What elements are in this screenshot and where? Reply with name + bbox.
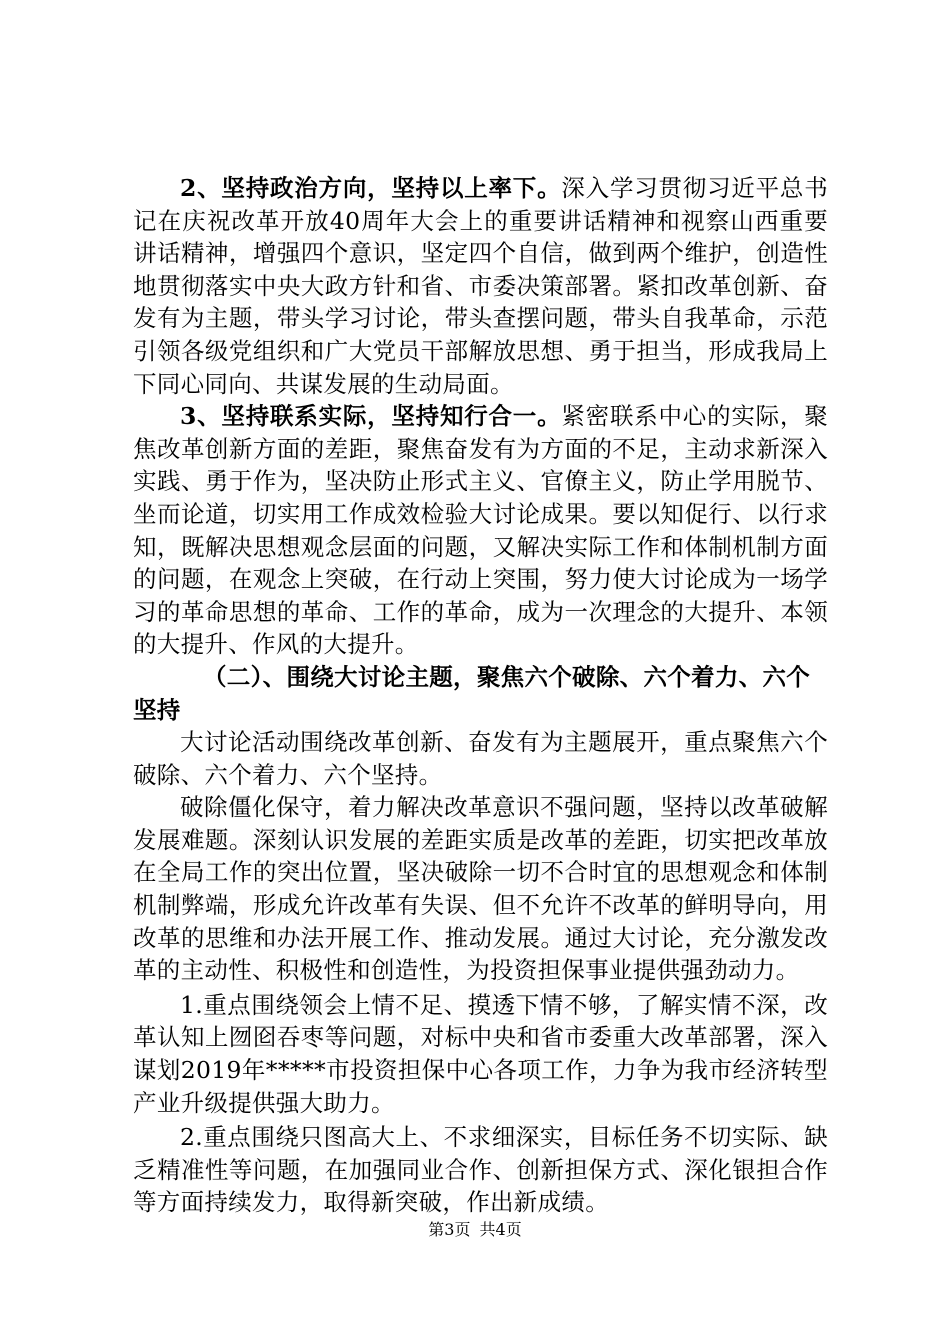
section-heading: （二）、围绕大讨论主题，聚焦六个破除、六个着力、六个坚持	[133, 662, 811, 724]
paragraph-item-2: 2.重点围绕只图高大上、不求细深实，目标任务不切实际、缺乏精准性等问题，在加强同业合作、创新担保方式、深化银担合作等方面持续发力，取得新突破，作出新成绩。	[133, 1123, 828, 1217]
paragraph-lead: 3、坚持联系实际，坚持知行合一。	[180, 402, 562, 431]
paragraph-lead: 2、坚持政治方向，坚持以上率下。	[180, 174, 562, 202]
paragraph-political-direction	[133, 172, 828, 400]
paragraph-item-1: 1.重点围绕领会上情不足、摸透下情不够，了解实情不深，改革认知上囫囵吞枣等问题，对标中央和省市委重大改革部署，深入谋划2019年*****市投资担保中心各项工作，力争为我市经济转型产业升级提供强大助力。	[133, 990, 828, 1117]
paragraph-link-practice	[133, 400, 828, 661]
page-number-footer: 第3页 共4页	[428, 1220, 522, 1239]
document-body	[133, 172, 828, 1219]
paragraph-break-rigidity: 破除僵化保守，着力解决改革意识不强问题，坚持以改革破解发展难题。深刻认识发展的差距实质是改革的差距，切实把改革放在全局工作的突出位置，坚决破除一切不合时宜的思想观念和体制机制弊端，形成允许改革有失误、但不允许不改革的鲜明导向，用改革的思维和办法开展工作、推动发展。通过大讨论，充分激发改革的主动性、积极性和创造性，为投资担保事业提供强劲动力。	[133, 793, 828, 985]
paragraph-text: 深入学习贯彻习近平总书记在庆祝改革开放40周年大会上的重要讲话精神和视察山西重要讲话精神，增强四个意识，坚定四个自信，做到两个维护，创造性地贯彻落实中央大政方针和省、市委决策部署。紧扣改革创新、奋发有为主题，带头学习讨论，带头查摆问题，带头自我革命，示范引领各级党组织和广大党员干部解放思想、勇于担当，形成我局上下同心同向、共谋发展的生动局面。	[133, 174, 828, 398]
paragraph-discussion-intro: 大讨论活动围绕改革创新、奋发有为主题展开，重点聚焦六个破除、六个着力、六个坚持。	[133, 728, 828, 789]
paragraph-text: 紧密联系中心的实际，聚焦改革创新方面的差距，聚焦奋发有为方面的不足，主动求新深入实践、勇于作为，坚决防止形式主义、官僚主义，防止学用脱节、坐而论道，切实用工作成效检验大讨论成果。要以知促行、以行求知，既解决思想观念层面的问题，又解决实际工作和体制机制方面的问题，在观念上突破，在行动上突围，努力使大讨论成为一场学习的革命思想的革命、工作的革命，成为一次理念的大提升、本领的大提升、作风的大提升。	[133, 402, 828, 659]
